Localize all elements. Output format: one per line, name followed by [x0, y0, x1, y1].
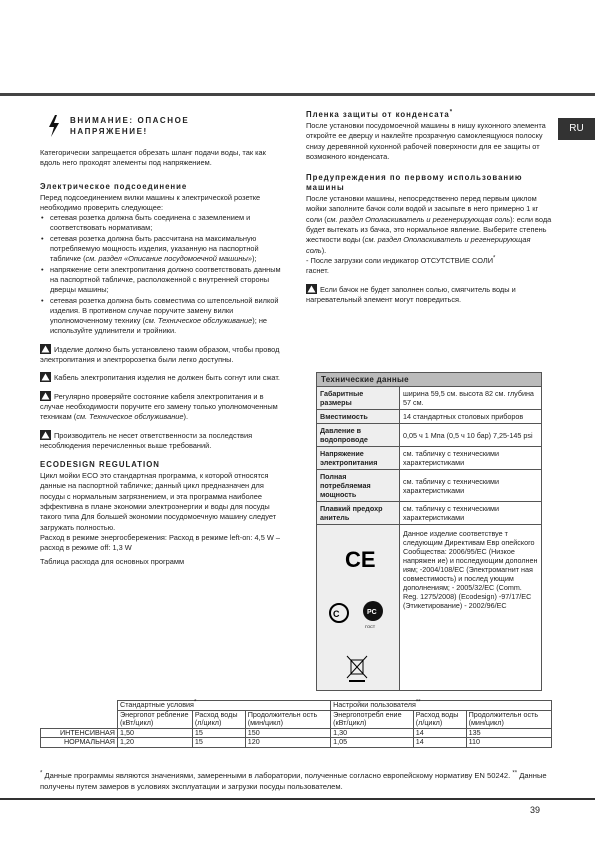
list-item: • сетевая розетка должна быть соединена с заземлением и соответствовать нормативам;: [40, 213, 287, 234]
table-cell: 1,30: [331, 728, 414, 738]
electric-check-list: [40, 213, 287, 337]
table-cell: 14: [413, 738, 466, 748]
ecodesign-text: Цикл мойки ECO это стандартная программа, к которой относятся данные на паспортной табличке; данный цикл предназначен для посуды с нормальным загрязнением, и эта программа наиболее эффективна в плане экономии электроэнергии и воды для посуды такого типа Для большей экономии посудомоечную машину следует загружать полностью.: [40, 471, 277, 532]
electric-intro: Перед подсоединением вилки машины к электрической розетке необходимо проверить следующее:: [40, 192, 261, 212]
column-header: Расход воды (л/цикл): [413, 710, 466, 728]
row-label: Полная потребляемая мощность: [317, 470, 400, 502]
language-tab[interactable]: RU: [558, 118, 595, 140]
table-cell: 120: [245, 738, 330, 748]
danger-voltage-heading: [40, 115, 287, 137]
footnote-2: Данные получены путем замеров в условиях эксплуатации и загрузки посуды пользователем.: [40, 771, 547, 791]
note-cable-check: Регулярно проверяйте состояние кабеля электропитания и в случае необходимости поручите его замену только уполномоченным техникам (см. Техническое обслуживание).: [40, 391, 278, 422]
note-salt-tank: Если бачок не будет заполнен солью, смягчитель воды и нагревательный элемент могут повредиться.: [306, 284, 516, 304]
table-header-row: [41, 701, 552, 711]
first-use-text: После установки машины, непосредственно перед первым циклом мойки заполните бачок соли водой и засыпьте в него примерно 1 кг соли (см. раздел Ополаскиватель и регенерирующая соль): если вода будет вытекать из бачка, это нормальное явление. Выберите степень жесткости воды (см. раздел Ополаскиватель и регенерирующая соль). - После загрузки соли индикатор ОТСУТСТВИЕ СОЛИ* гаснет.: [306, 194, 552, 276]
warning-title-line1: ВНИМАНИЕ: ОПАСНОЕ: [70, 116, 190, 125]
row-label: Напряжение электропитания: [317, 447, 400, 470]
row-label: Вместимость: [317, 410, 400, 424]
page-number: 39: [530, 805, 541, 815]
table-row: [317, 387, 542, 410]
technical-data-table: [316, 372, 542, 691]
warning-title-line2: НАПРЯЖЕНИЕ!: [70, 127, 148, 136]
list-item: • сетевая розетка должна быть совместима со штепсельной вилкой изделия. В противном случае поручите замену вилки уполномоченному технику (см. Техническое обслуживание); не используйте удлинители и тройники.: [40, 296, 287, 337]
column-header: Энергопотребл ение (кВт/цикл): [331, 710, 414, 728]
table-cell: 110: [466, 738, 551, 748]
warning-hand-icon: [40, 372, 51, 382]
table-row: [317, 424, 542, 447]
eac-circle-icon: [330, 604, 348, 622]
program-name: НОРМАЛЬНАЯ: [41, 738, 118, 748]
row-label: Габаритные размеры: [317, 387, 400, 410]
table-cell: 150: [245, 728, 330, 738]
svg-text:CE: CE: [345, 547, 376, 572]
table-cell: 1,05: [331, 738, 414, 748]
lightning-bolt-icon: [47, 115, 61, 137]
row-value: см. табличку с техническими характеристиками: [400, 502, 542, 525]
bottom-rule: [0, 798, 595, 800]
standard-conditions-header: Стандартные условия*: [118, 701, 331, 711]
ce-mark-icon: [317, 525, 399, 690]
note-manufacturer: Производитель не несет ответственности за последствия несоблюдения перечисленных выше требований.: [40, 430, 253, 450]
table-cell: 15: [192, 738, 245, 748]
warning-text: Категорически запрещается обрезать шланг подачи воды, так как вдоль него проходят элементы под напряжением.: [40, 148, 266, 168]
warning-hand-icon: [40, 430, 51, 440]
table-cell: 1,20: [118, 738, 193, 748]
footnote-1: Данные программы являются значениями, замеренными в лаборатории, полученные согласно европейскому нормативу EN 50242.: [44, 771, 511, 780]
left-column: [40, 110, 287, 567]
certification-logos: [317, 525, 400, 691]
table-header-row: [41, 710, 552, 728]
column-header: Энергопот ребление (кВт/цикл): [118, 710, 193, 728]
row-value: ширина 59,5 см. высота 82 см. глубина 57 см.: [400, 387, 542, 410]
note-cable-bent: Кабель электропитания изделия не должен быть согнут или сжат.: [40, 372, 287, 383]
row-value: 0,05 ч 1 Mпа (0,5 ч 10 бар) 7,25-145 psi: [400, 424, 542, 447]
column-header: Расход воды (л/цикл): [192, 710, 245, 728]
pct-gost-icon: [363, 601, 383, 629]
warning-hand-icon: [40, 391, 51, 401]
svg-text:PC: PC: [367, 609, 377, 616]
right-column: [306, 110, 552, 305]
top-rule: [0, 93, 595, 96]
list-item: • сетевая розетка должна быть рассчитана на максимальную потребляемую мощность изделия, указанную на паспортной табличке (см. раздел «Описание посудомоечной машины»);: [40, 234, 287, 265]
column-header: Продолжительн ость (мин/цикл): [466, 710, 551, 728]
column-header: Продолжительн ость (мин/цикл): [245, 710, 330, 728]
consumption-table: [40, 700, 552, 748]
table-row: [317, 447, 542, 470]
table-cell: 135: [466, 728, 551, 738]
table-row: [317, 502, 542, 525]
table-row: [317, 470, 542, 502]
svg-text:ГОСТ: ГОСТ: [365, 624, 376, 629]
row-value: 14 стандартных столовых приборов: [400, 410, 542, 424]
table-row: [41, 738, 552, 748]
table-cell: 15: [192, 728, 245, 738]
weee-bin-icon: [347, 656, 367, 682]
table-row: [317, 410, 542, 424]
row-value: см. табличку с техническими характеристиками: [400, 470, 542, 502]
table-cell: 14: [413, 728, 466, 738]
note-accessible-outlet: Изделие должно быть установлено таким образом, чтобы провод электропитания и электророзетка были легко доступны.: [40, 344, 280, 365]
condensation-film-title: Пленка защиты от конденсата*: [306, 109, 454, 119]
first-use-title: Предупреждения по первому использованию машины: [306, 173, 523, 193]
ecodesign-title: ECODESIGN REGULATION: [40, 460, 160, 470]
row-value: см. табличку с техническими характеристиками: [400, 447, 542, 470]
footnotes: * Данные программы являются значениями, замеренными в лаборатории, полученные согласно европейскому нормативу EN 50242. ** Данные получены путем замеров в условиях эксплуатации и загрузки посуды пользователем.: [40, 770, 547, 791]
table-cell: 1,50: [118, 728, 193, 738]
program-name: ИНТЕНСИВНАЯ: [41, 728, 118, 738]
row-label: Давление в водопроводе: [317, 424, 400, 447]
warning-hand-icon: [306, 284, 317, 294]
svg-text:C: C: [333, 609, 340, 619]
warning-hand-icon: [40, 344, 51, 354]
electric-connection-title: Электрическое подсоединение: [40, 181, 188, 191]
ecodesign-power: Расход в режиме энергосбережения: Расход в режиме left-on: 4,5 W – расход в режиме off: 1,3 W: [40, 532, 280, 553]
user-settings-header: Настройки пользователя**: [331, 701, 552, 711]
table-row: [317, 525, 542, 691]
consumption-table-caption: Таблица расхода для основных программ: [40, 556, 185, 566]
list-item: • напряжение сети электропитания должно соответствовать данным на паспортной табличке, расположенной с внутренней стороны дверцы машины;: [40, 265, 287, 296]
row-label: Плавкий предохр анитель: [317, 502, 400, 525]
condensation-film-text: После установки посудомоечной машины в нишу кухонного элемента откройте ее дверцу и наклейте прозрачную самоклеящуюся полоску снизу деревянной кухонной рабочей поверхности для ее защиты от возможного конденсата.: [306, 121, 546, 161]
directives-text: Данное изделие соответствуе т следующим Директивам Евр опейского Сообщества: 2006/95/EC (Низкое напряжен ие) и последующим дополнен иям; -2004/108/EC (Электромагнит ная совместимость) и послед ующим дополнениям; - 2005/32/EC (Comm. Reg. 1275/2008) (Ecodesign) -97/17/EC (Этикетирование) - 2002/96/EC: [400, 525, 542, 691]
technical-data-title: Технические данные: [317, 373, 542, 387]
